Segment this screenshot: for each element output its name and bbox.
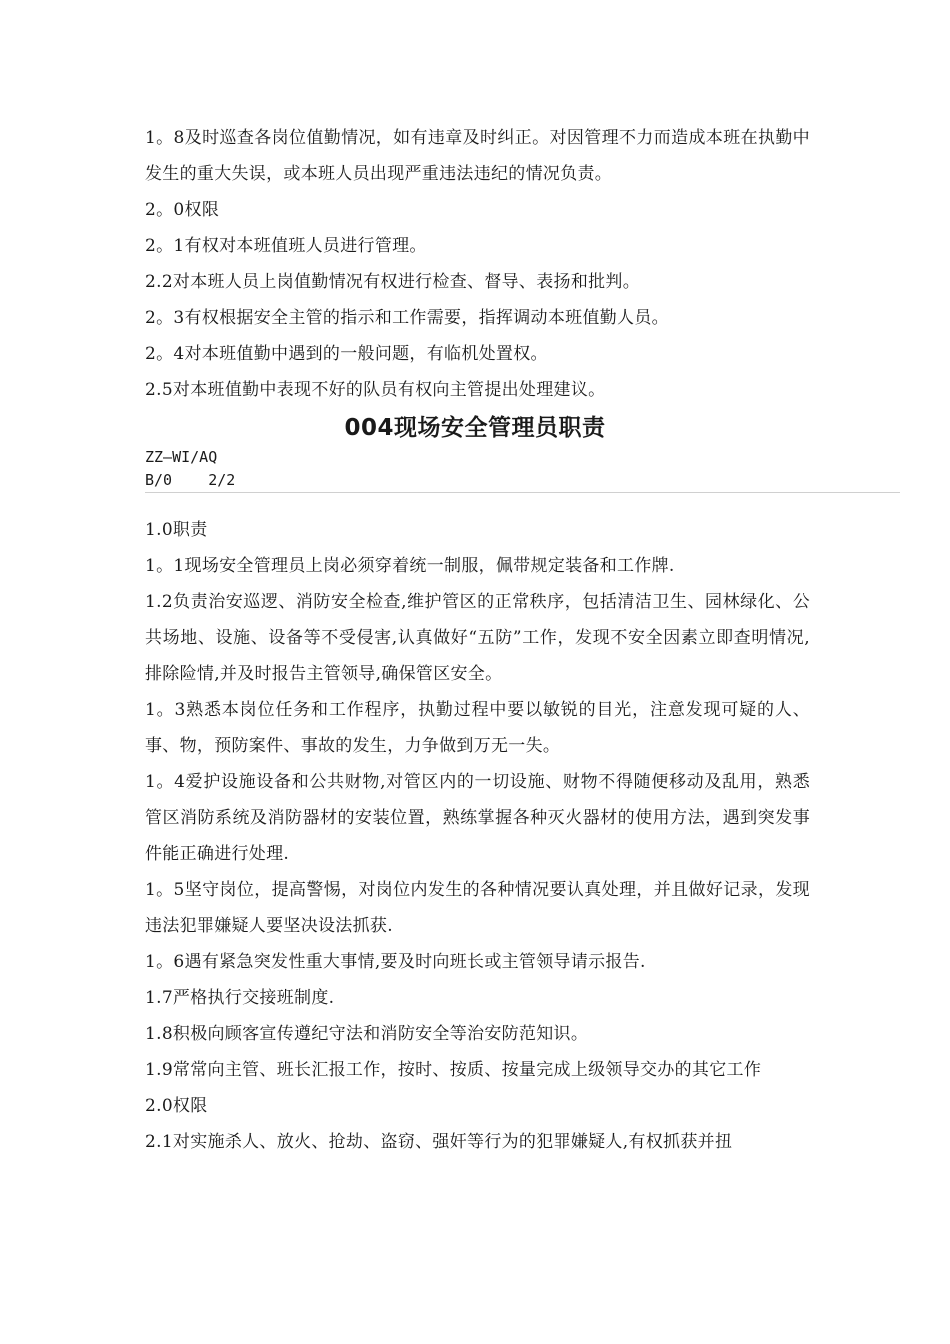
document-title: 004现场安全管理员职责	[344, 415, 606, 441]
paragraph-1-1: 1。1现场安全管理员上岗必须穿着统一制服，佩带规定装备和工作牌.	[145, 556, 675, 576]
paragraph-2-0b: 2.0权限	[145, 1096, 208, 1116]
paragraph-2-1b: 2.1对实施杀人、放火、抢劫、盗窃、强奸等行为的犯罪嫌疑人,有权抓获并扭	[145, 1132, 733, 1152]
paragraph-2-0: 2。0权限	[145, 200, 220, 220]
paragraph-1-8b: 1.8积极向顾客宣传遵纪守法和消防安全等治安防范知识。	[145, 1024, 589, 1044]
paragraph-1-0: 1.0职责	[145, 520, 208, 540]
doc-version: B/0 2/2	[145, 471, 236, 489]
paragraph-1-8: 1。8及时巡查各岗位值勤情况，如有违章及时纠正。对因管理不力而造成本班在执勤中发生的重大失误，或本班人员出现严重违法违纪的情况负责。	[145, 128, 810, 184]
bottom-section	[145, 512, 810, 1160]
doc-code: ZZ—WI/AQ	[145, 448, 218, 466]
top-section	[145, 120, 810, 408]
paragraph-1-3: 1。3熟悉本岗位任务和工作程序，执勤过程中要以敏锐的目光，注意发现可疑的人、事、物，预防案件、事故的发生，力争做到万无一失。	[145, 700, 810, 756]
header-divider	[145, 492, 900, 493]
paragraph-1-6: 1。6遇有紧急突发性重大事情,要及时向班长或主管领导请示报告.	[145, 952, 646, 972]
paragraph-1-9: 1.9常常向主管、班长汇报工作，按时、按质、按量完成上级领导交办的其它工作	[145, 1060, 762, 1080]
paragraph-2-2: 2.2对本班人员上岗值勤情况有权进行检查、督导、表扬和批判。	[145, 272, 641, 292]
paragraph-1-4: 1。4爱护设施设备和公共财物,对管区内的一切设施、财物不得随便移动及乱用，熟悉管区消防系统及消防器材的安装位置，熟练掌握各种灭火器材的使用方法，遇到突发事件能正确进行处理.	[145, 772, 810, 864]
paragraph-1-2: 1.2负责治安巡逻、消防安全检查,维护管区的正常秩序，包括清洁卫生、园林绿化、公共场地、设施、设备等不受侵害,认真做好“五防”工作，发现不安全因素立即查明情况,排除险情,并及时报告主管领导,确保管区安全。	[145, 592, 810, 684]
paragraph-2-1: 2。1有权对本班值班人员进行管理。	[145, 236, 427, 256]
paragraph-1-7: 1.7严格执行交接班制度.	[145, 988, 335, 1008]
paragraph-2-5: 2.5对本班值勤中表现不好的队员有权向主管提出处理建议。	[145, 380, 606, 400]
paragraph-1-5: 1。5坚守岗位，提高警惕，对岗位内发生的各种情况要认真处理，并且做好记录，发现违法犯罪嫌疑人要坚决设法抓获.	[145, 880, 810, 936]
paragraph-2-4: 2。4对本班值勤中遇到的一般问题，有临机处置权。	[145, 344, 548, 364]
paragraph-2-3: 2。3有权根据安全主管的指示和工作需要，指挥调动本班值勤人员。	[145, 308, 669, 328]
